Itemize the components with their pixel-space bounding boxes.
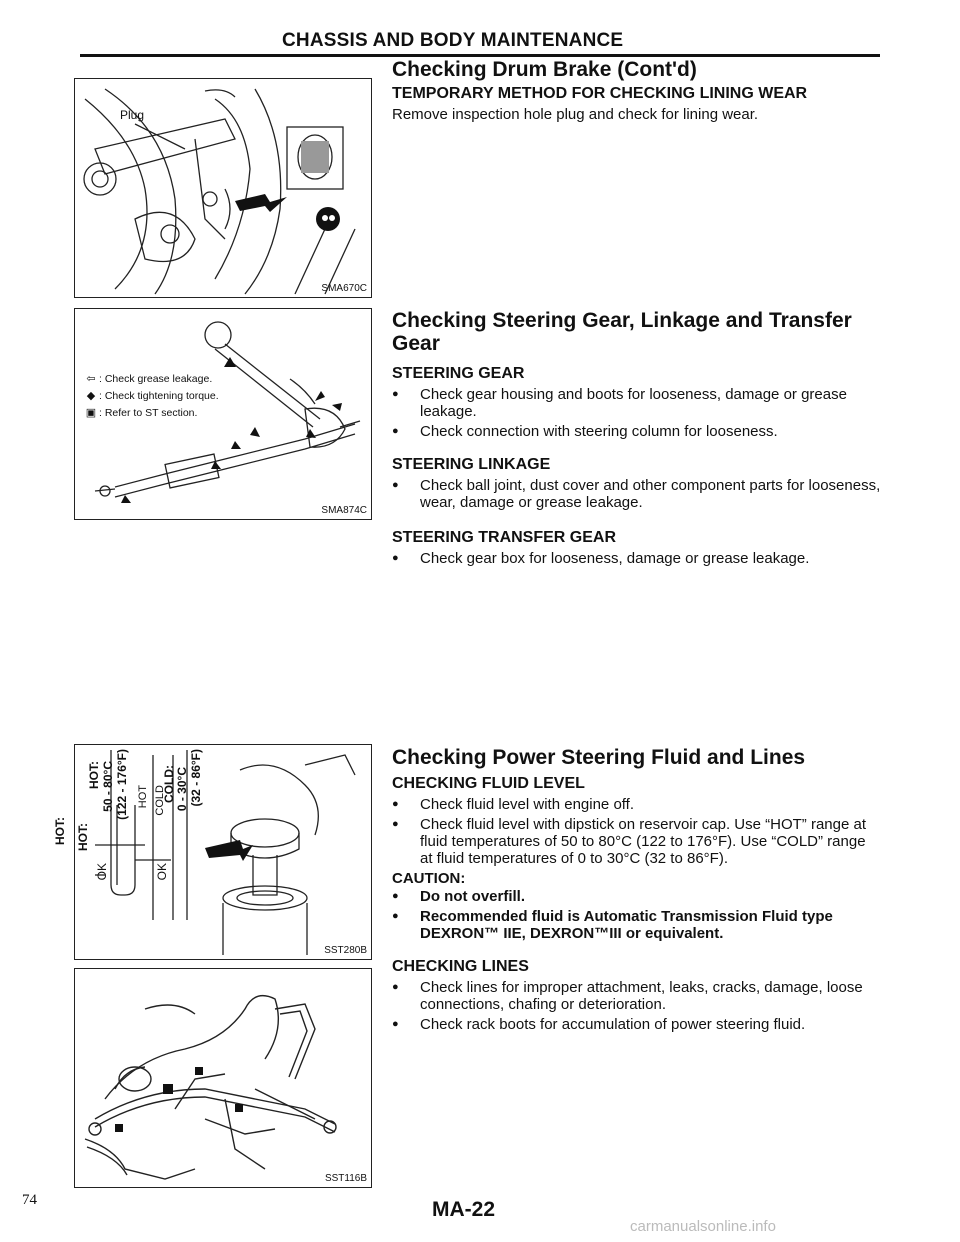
list-item: ● Check gear housing and boots for looseness, damage or grease leakage. (392, 386, 882, 420)
list-item: ● Check ball joint, dust cover and other component parts for looseness, wear, damage or grease leakage. (392, 477, 882, 511)
cold-mark: COLD (154, 785, 166, 816)
st-reference-icon: ▣ (85, 407, 97, 419)
list-item: ● Check gear box for looseness, damage or grease leakage. (392, 550, 882, 567)
list-item: ● Check fluid level with dipstick on reservoir cap. Use “HOT” range at fluid temperatures of 50 to 80°C (122 to 176°F). Use “COLD” range at fluid temperatures of 0 to 30°C (32 to 86°F). (392, 816, 882, 867)
cold-range-f: (32 - 86°F) (189, 749, 203, 807)
steering-section (392, 309, 882, 567)
plug-label: Plug (120, 108, 145, 122)
hot-label: HOT: (76, 823, 90, 851)
gear-heading: STEERING GEAR (392, 365, 525, 382)
fluid-section (392, 746, 882, 1033)
list-item: ● Check lines for improper attachment, leaks, cracks, damage, loose connections, chafing or deterioration. (392, 979, 882, 1013)
section-title: Checking Steering Gear, Linkage and Transfer Gear (392, 309, 852, 355)
list-item: ● Check rack boots for accumulation of power steering fluid. (392, 1016, 882, 1033)
level-heading: CHECKING FLUID LEVEL (392, 775, 585, 792)
section-text: Remove inspection hole plug and check for lining wear. (392, 106, 759, 123)
legend-text: : Check grease leakage. (99, 373, 213, 385)
section-subtitle: TEMPORARY METHOD FOR CHECKING LINING WEAR (392, 85, 808, 102)
list-item: ● Check connection with steering column for looseness. (392, 423, 882, 440)
figure-code: SST116B (324, 1173, 367, 1184)
drum-brake-figure (74, 78, 372, 298)
hot-label-rot: HOT: (53, 817, 67, 845)
hot-label-text: HOT: (87, 761, 101, 789)
legend-row (83, 371, 219, 388)
steering-gear-figure (74, 308, 372, 520)
drum-brake-section (392, 58, 882, 124)
steering-lines-figure (74, 968, 372, 1188)
hot-mark: HOT (137, 785, 149, 809)
hot-range-f: (122 - 176°F) (115, 749, 129, 820)
figure-code: SMA874C (321, 505, 367, 516)
open-arrow-icon: ⇦ (86, 373, 96, 385)
legend-text: : Refer to ST section. (99, 407, 198, 419)
caution-label: CAUTION: (392, 870, 466, 887)
figure-code: SMA670C (321, 283, 367, 294)
page-number: 74 (22, 1192, 37, 1208)
caution-item: ● Recommended fluid is Automatic Transmission Fluid type DEXRON™ IIE, DEXRON™III or equivalent. (392, 908, 882, 942)
header-rule (80, 54, 880, 57)
list-item: ● Check fluid level with engine off. (392, 796, 882, 813)
cold-label: COLD: (162, 765, 176, 803)
linkage-heading: STEERING LINKAGE (392, 456, 551, 473)
lines-heading: CHECKING LINES (392, 958, 529, 975)
page-header-title: CHASSIS AND BODY MAINTENANCE (282, 30, 624, 51)
watermark: carmanualsonline.info (630, 1218, 776, 1235)
ok-right: OK (155, 863, 169, 881)
ok-left: OK (95, 863, 109, 881)
page-reference: MA-22 (432, 1198, 496, 1221)
legend-row (83, 405, 219, 422)
hot-range: 50 - 80°C (101, 761, 115, 812)
transfer-heading: STEERING TRANSFER GEAR (392, 529, 617, 546)
section-title: Checking Drum Brake (Cont'd) (392, 58, 697, 81)
section-title: Checking Power Steering Fluid and Lines (392, 746, 806, 769)
legend-text: : Check tightening torque. (99, 390, 219, 402)
legend-row (83, 388, 219, 405)
dipstick-figure (53, 744, 372, 960)
cold-range: 0 - 30°C (175, 767, 189, 812)
hot-label-vertical (87, 761, 101, 789)
figure-code: SST280B (324, 945, 367, 956)
solid-arrow-icon: ◆ (86, 390, 96, 402)
figure-legend (83, 371, 219, 422)
caution-item: ● Do not overfill. (392, 888, 882, 905)
steering-lines-drawing (75, 969, 371, 1187)
